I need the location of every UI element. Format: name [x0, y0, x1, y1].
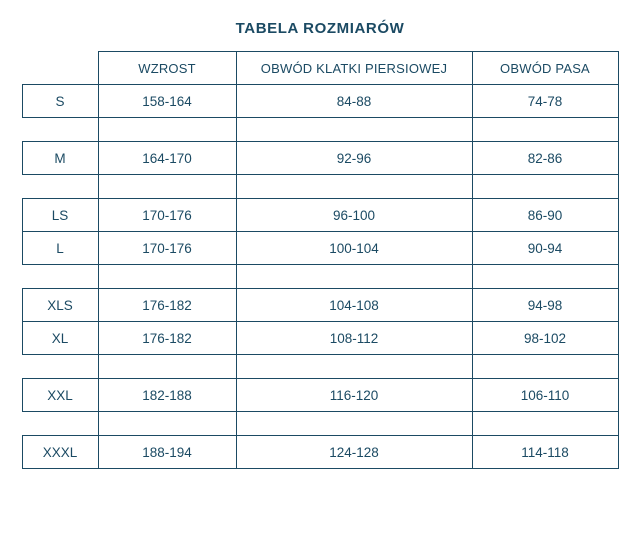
table-row [22, 436, 618, 469]
size-table-body [22, 52, 618, 469]
table-row [22, 142, 618, 175]
cell-size: XXL [22, 379, 98, 412]
cell-size: M [22, 142, 98, 175]
cell-chest: 96-100 [236, 199, 472, 232]
cell-height: 170-176 [98, 199, 236, 232]
spacer-cell-waist [472, 412, 618, 436]
spacer-cell-height [98, 355, 236, 379]
spacer-cell-chest [236, 175, 472, 199]
spacer-cell-size [22, 118, 98, 142]
cell-height: 188-194 [98, 436, 236, 469]
cell-chest: 92-96 [236, 142, 472, 175]
page-title: TABELA ROZMIARÓW [235, 20, 405, 37]
spacer-cell-size [22, 265, 98, 289]
table-row [22, 85, 618, 118]
cell-waist: 98-102 [472, 322, 618, 355]
table-spacer-row [22, 175, 618, 199]
spacer-cell-chest [236, 355, 472, 379]
cell-chest: 100-104 [236, 232, 472, 265]
cell-height: 182-188 [98, 379, 236, 412]
cell-height: 158-164 [98, 85, 236, 118]
cell-size: XLS [22, 289, 98, 322]
table-row [22, 199, 618, 232]
table-row [22, 232, 618, 265]
size-table [22, 51, 619, 469]
cell-size: L [22, 232, 98, 265]
spacer-cell-height [98, 175, 236, 199]
cell-height: 176-182 [98, 322, 236, 355]
spacer-cell-waist [472, 118, 618, 142]
spacer-cell-waist [472, 355, 618, 379]
cell-size: XXXL [22, 436, 98, 469]
header-cell-waist: OBWÓD PASA [472, 52, 618, 85]
spacer-cell-chest [236, 118, 472, 142]
cell-height: 164-170 [98, 142, 236, 175]
cell-size: XL [22, 322, 98, 355]
cell-waist: 74-78 [472, 85, 618, 118]
cell-size: LS [22, 199, 98, 232]
table-row [22, 322, 618, 355]
cell-chest: 108-112 [236, 322, 472, 355]
cell-height: 176-182 [98, 289, 236, 322]
table-row [22, 289, 618, 322]
header-cell-height: WZROST [98, 52, 236, 85]
spacer-cell-height [98, 265, 236, 289]
table-header-row [22, 52, 618, 85]
table-spacer-row [22, 412, 618, 436]
cell-chest: 116-120 [236, 379, 472, 412]
header-cell-chest: OBWÓD KLATKI PIERSIOWEJ [236, 52, 472, 85]
cell-waist: 90-94 [472, 232, 618, 265]
spacer-cell-size [22, 412, 98, 436]
header-cell-corner [22, 52, 98, 85]
spacer-cell-size [22, 355, 98, 379]
cell-chest: 124-128 [236, 436, 472, 469]
spacer-cell-size [22, 175, 98, 199]
table-spacer-row [22, 265, 618, 289]
cell-waist: 86-90 [472, 199, 618, 232]
cell-height: 170-176 [98, 232, 236, 265]
cell-waist: 114-118 [472, 436, 618, 469]
table-spacer-row [22, 118, 618, 142]
table-spacer-row [22, 355, 618, 379]
cell-chest: 84-88 [236, 85, 472, 118]
spacer-cell-waist [472, 265, 618, 289]
cell-waist: 106-110 [472, 379, 618, 412]
spacer-cell-chest [236, 265, 472, 289]
cell-size: S [22, 85, 98, 118]
spacer-cell-chest [236, 412, 472, 436]
table-row [22, 379, 618, 412]
spacer-cell-height [98, 118, 236, 142]
cell-waist: 82-86 [472, 142, 618, 175]
spacer-cell-height [98, 412, 236, 436]
spacer-cell-waist [472, 175, 618, 199]
cell-chest: 104-108 [236, 289, 472, 322]
cell-waist: 94-98 [472, 289, 618, 322]
